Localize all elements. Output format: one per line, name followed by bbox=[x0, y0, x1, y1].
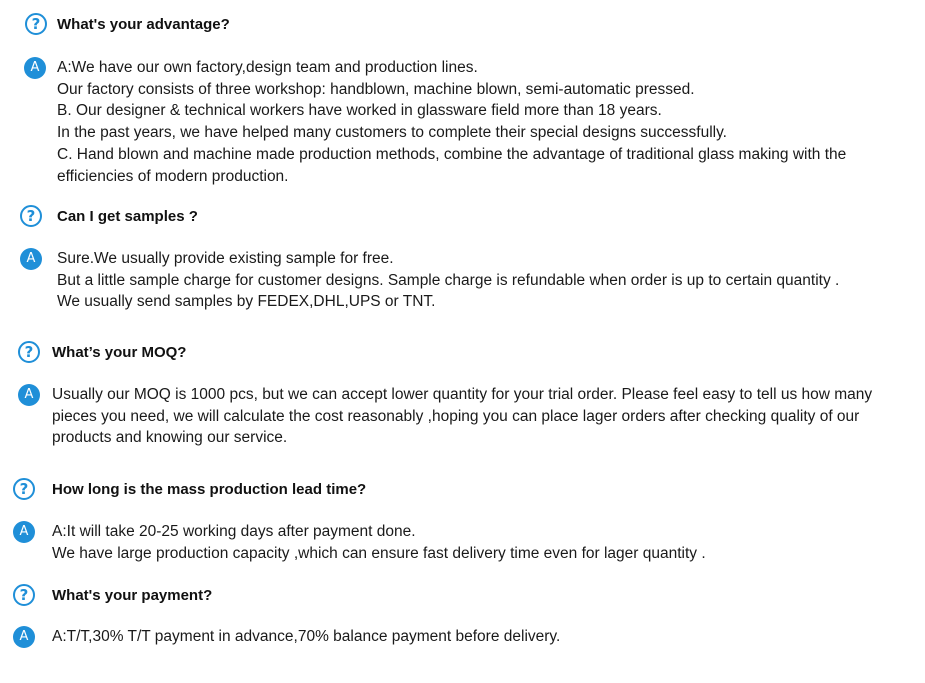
answer-line: We usually send samples by FEDEX,DHL,UPS or TNT. bbox=[57, 293, 436, 311]
answer-line: Usually our MOQ is 1000 pcs, but we can accept lower quantity for your trial order. Please feel easy to tell us how many pieces you need, we will calculate the cost reasonably ,hoping you can place lager orders after checking quality of our products and knowing our service. bbox=[52, 386, 873, 447]
question-circle-icon: ? bbox=[13, 584, 35, 606]
question-circle-icon: ? bbox=[18, 341, 40, 363]
question-circle-icon: ? bbox=[20, 205, 42, 227]
faq-answer bbox=[57, 57, 907, 187]
answer-badge-icon: A bbox=[18, 384, 40, 406]
answer-badge-icon: A bbox=[20, 248, 42, 270]
answer-line: Our factory consists of three workshop: handblown, machine blown, semi-automatic pressed. bbox=[57, 80, 695, 98]
answer-line: A:We have our own factory,design team and production lines. bbox=[57, 59, 478, 76]
question-circle-icon: ? bbox=[25, 13, 47, 35]
faq-answer bbox=[52, 626, 912, 648]
answer-line: A:T/T,30% T/T payment in advance,70% balance payment before delivery. bbox=[52, 628, 561, 645]
faq-answer bbox=[57, 248, 907, 313]
faq-question: Can I get samples ? bbox=[57, 208, 198, 225]
faq-question: How long is the mass production lead time? bbox=[52, 481, 367, 498]
answer-line: Sure.We usually provide existing sample for free. bbox=[57, 250, 394, 267]
faq-question: What’s your MOQ? bbox=[52, 344, 187, 361]
faq-answer bbox=[52, 384, 920, 449]
answer-line: We have large production capacity ,which can ensure fast delivery time even for lager quantity . bbox=[52, 544, 706, 562]
answer-line: In the past years, we have helped many customers to complete their special designs successfully. bbox=[57, 124, 727, 142]
answer-line: B. Our designer & technical workers have worked in glassware field more than 18 years. bbox=[57, 102, 662, 120]
answer-line: A:It will take 20-25 working days after payment done. bbox=[52, 523, 416, 540]
answer-line: C. Hand blown and machine made production methods, combine the advantage of traditional glass making with the efficiencies of modern production. bbox=[57, 145, 847, 185]
question-circle-icon: ? bbox=[13, 478, 35, 500]
faq-question: What's your payment? bbox=[52, 587, 213, 604]
answer-badge-icon: A bbox=[24, 57, 46, 79]
answer-badge-icon: A bbox=[13, 626, 35, 648]
answer-line: But a little sample charge for customer designs. Sample charge is refundable when order is up to certain quantity . bbox=[57, 271, 840, 289]
answer-badge-icon: A bbox=[13, 521, 35, 543]
faq-question: What's your advantage? bbox=[57, 16, 230, 33]
faq-answer bbox=[52, 521, 912, 564]
